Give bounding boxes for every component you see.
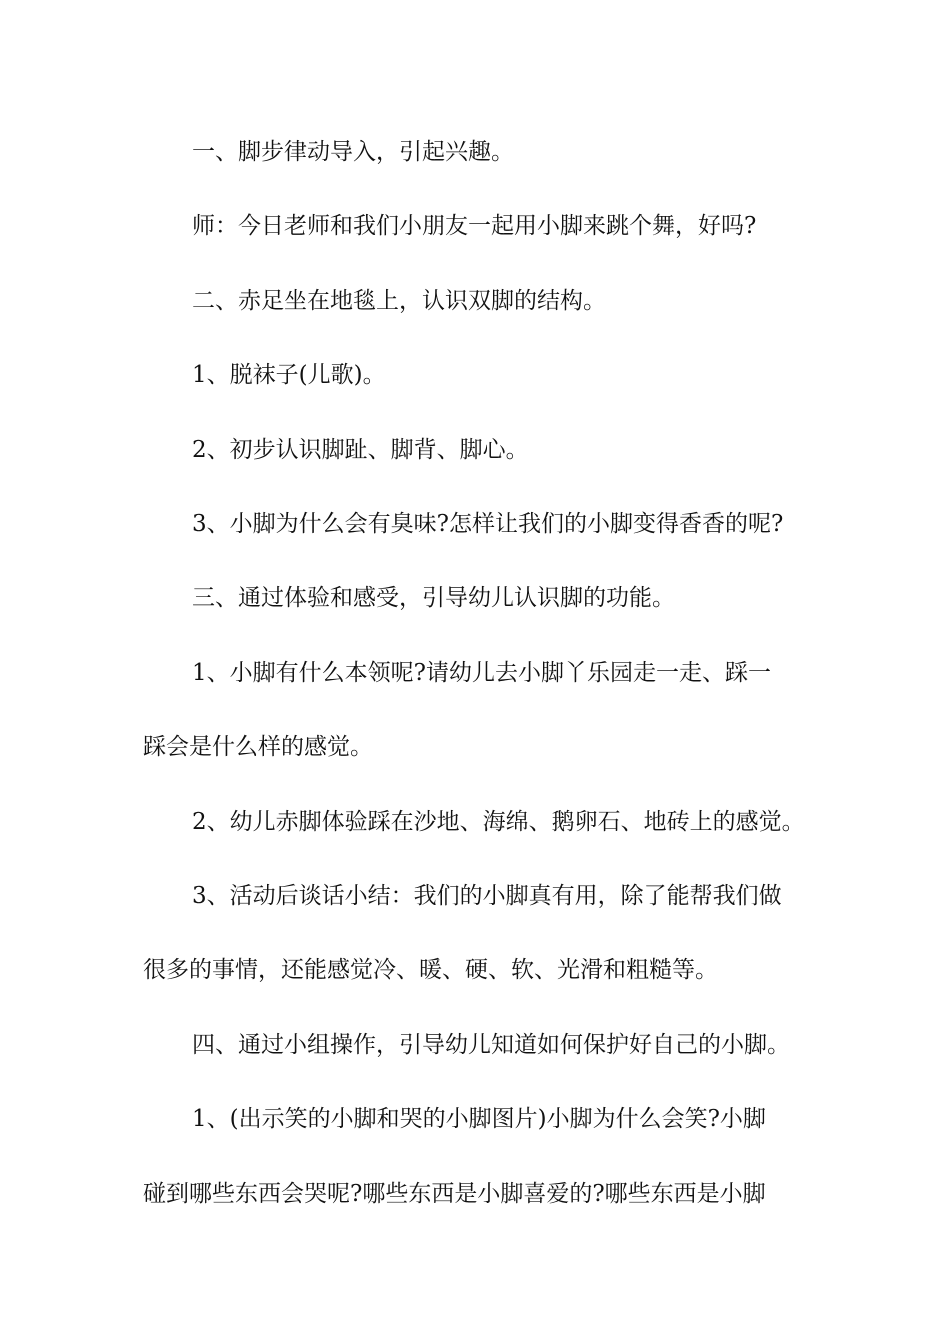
list-item-3-2: 2、幼儿赤脚体验踩在沙地、海绵、鹅卵石、地砖上的感觉。 [192, 809, 805, 835]
paragraph-teacher-intro: 师：今日老师和我们小朋友一起用小脚来跳个舞，好吗? [192, 213, 757, 239]
section-heading-2: 二、赤足坐在地毯上，认识双脚的结构。 [192, 288, 606, 314]
section-heading-3: 三、通过体验和感受，引导幼儿认识脚的功能。 [192, 585, 675, 611]
list-item-3-3-line-2: 很多的事情，还能感觉冷、暖、硬、软、光滑和粗糙等。 [143, 957, 718, 983]
section-heading-1: 一、脚步律动导入，引起兴趣。 [192, 139, 514, 165]
list-item-3-1-line-2: 踩会是什么样的感觉。 [143, 734, 373, 760]
list-item-2-3: 3、小脚为什么会有臭味?怎样让我们的小脚变得香香的呢? [192, 511, 784, 537]
list-item-3-1-line-1: 1、小脚有什么本领呢?请幼儿去小脚丫乐园走一走、踩一 [192, 660, 771, 686]
section-heading-4: 四、通过小组操作，引导幼儿知道如何保护好自己的小脚。 [192, 1032, 790, 1058]
list-item-4-1-line-2: 碰到哪些东西会哭呢?哪些东西是小脚喜爱的?哪些东西是小脚 [143, 1181, 766, 1207]
list-item-3-3-line-1: 3、活动后谈话小结：我们的小脚真有用，除了能帮我们做 [192, 883, 782, 909]
list-item-4-1-line-1: 1、(出示笑的小脚和哭的小脚图片)小脚为什么会笑?小脚 [192, 1106, 766, 1132]
list-item-2-2: 2、初步认识脚趾、脚背、脚心。 [192, 437, 529, 463]
list-item-2-1: 1、脱袜子(儿歌)。 [192, 362, 386, 388]
